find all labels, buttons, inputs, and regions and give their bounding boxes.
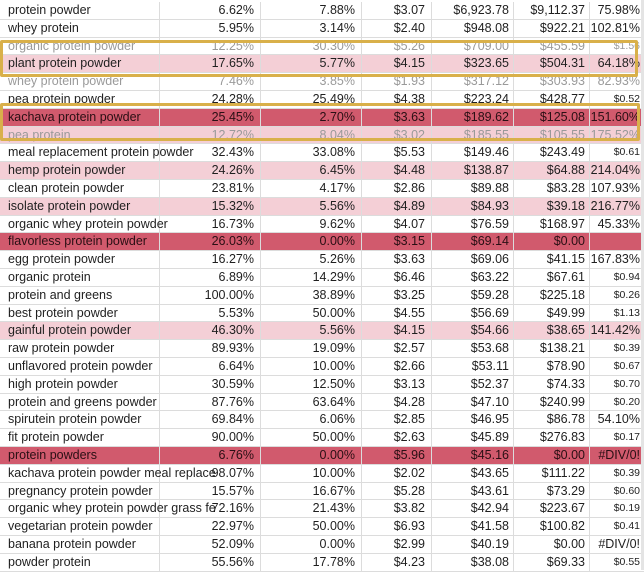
- pct1-cell[interactable]: 46.30%: [160, 322, 261, 339]
- ratio-cell[interactable]: $0.20: [613, 395, 640, 408]
- cpc-cell[interactable]: $3.02: [362, 127, 432, 144]
- ratio-cell[interactable]: #DIV/0!: [598, 536, 640, 551]
- keyword-cell[interactable]: organic protein: [0, 269, 160, 286]
- keyword-cell[interactable]: unflavored protein powder: [0, 358, 160, 375]
- pct2-cell[interactable]: 6.06%: [261, 411, 362, 428]
- value-cell[interactable]: $76.59: [432, 216, 514, 233]
- ratio-cell[interactable]: $0.41: [613, 520, 640, 533]
- table-row[interactable]: [0, 198, 644, 216]
- revenue-cell[interactable]: $504.31: [514, 55, 590, 72]
- ratio-cell[interactable]: 151.60%: [590, 109, 640, 124]
- revenue-cell[interactable]: $9,112.37: [514, 2, 590, 19]
- pct2-cell[interactable]: 38.89%: [261, 287, 362, 304]
- table-row[interactable]: [0, 162, 644, 180]
- cpc-cell[interactable]: $5.96: [362, 447, 432, 464]
- table-row[interactable]: [0, 358, 644, 376]
- revenue-cell[interactable]: $100.82: [514, 518, 590, 535]
- cpc-cell[interactable]: $2.40: [362, 20, 432, 37]
- cpc-cell[interactable]: $5.53: [362, 144, 432, 161]
- ratio-cell[interactable]: #DIV/0!: [598, 447, 640, 462]
- ratio-cell[interactable]: $0.94: [613, 270, 640, 283]
- cpc-cell[interactable]: $4.38: [362, 91, 432, 108]
- value-cell[interactable]: $40.19: [432, 536, 514, 553]
- cpc-cell[interactable]: $2.86: [362, 180, 432, 197]
- cpc-cell[interactable]: $2.63: [362, 429, 432, 446]
- keyword-cell[interactable]: pea protein: [0, 127, 160, 144]
- keyword-cell[interactable]: best protein powder: [0, 305, 160, 322]
- revenue-cell[interactable]: $455.59: [514, 38, 590, 55]
- pct1-cell[interactable]: 52.09%: [160, 536, 261, 553]
- value-cell[interactable]: $69.14: [432, 233, 514, 250]
- table-row[interactable]: [0, 73, 644, 91]
- pct2-cell[interactable]: 19.09%: [261, 340, 362, 357]
- cpc-cell[interactable]: $3.82: [362, 500, 432, 517]
- keyword-cell[interactable]: whey protein powder: [0, 73, 160, 90]
- cpc-cell[interactable]: $3.63: [362, 251, 432, 268]
- revenue-cell[interactable]: $64.88: [514, 162, 590, 179]
- ratio-cell[interactable]: $0.52: [613, 92, 640, 105]
- table-row[interactable]: [0, 483, 644, 501]
- table-row[interactable]: [0, 109, 644, 127]
- revenue-cell[interactable]: $428.77: [514, 91, 590, 108]
- value-cell[interactable]: $709.00: [432, 38, 514, 55]
- ratio-cell[interactable]: $0.60: [613, 484, 640, 497]
- value-cell[interactable]: $52.37: [432, 376, 514, 393]
- pct2-cell[interactable]: 3.85%: [261, 73, 362, 90]
- cpc-cell[interactable]: $2.02: [362, 465, 432, 482]
- table-row[interactable]: [0, 305, 644, 323]
- keyword-cell[interactable]: isolate protein powder: [0, 198, 160, 215]
- ratio-cell[interactable]: $1.56: [613, 39, 640, 52]
- table-row[interactable]: [0, 20, 644, 38]
- value-cell[interactable]: $323.65: [432, 55, 514, 72]
- ratio-cell[interactable]: $0.39: [613, 342, 640, 355]
- pct1-cell[interactable]: 24.28%: [160, 91, 261, 108]
- pct2-cell[interactable]: 4.17%: [261, 180, 362, 197]
- pct1-cell[interactable]: 12.72%: [160, 127, 261, 144]
- pct2-cell[interactable]: 0.00%: [261, 447, 362, 464]
- ratio-cell[interactable]: $0.55: [613, 555, 640, 568]
- revenue-cell[interactable]: $168.97: [514, 216, 590, 233]
- keyword-cell[interactable]: clean protein powder: [0, 180, 160, 197]
- keyword-cell[interactable]: vegetarian protein powder: [0, 518, 160, 535]
- ratio-cell[interactable]: 82.93%: [597, 74, 640, 89]
- pct1-cell[interactable]: 6.64%: [160, 358, 261, 375]
- pct1-cell[interactable]: 55.56%: [160, 554, 261, 571]
- pct2-cell[interactable]: 12.50%: [261, 376, 362, 393]
- cpc-cell[interactable]: $3.25: [362, 287, 432, 304]
- value-cell[interactable]: $138.87: [432, 162, 514, 179]
- cpc-cell[interactable]: $2.66: [362, 358, 432, 375]
- pct2-cell[interactable]: 5.56%: [261, 322, 362, 339]
- ratio-cell[interactable]: 54.10%: [597, 412, 640, 427]
- keyword-cell[interactable]: meal replacement protein powder: [0, 144, 160, 161]
- value-cell[interactable]: $948.08: [432, 20, 514, 37]
- value-cell[interactable]: $46.95: [432, 411, 514, 428]
- value-cell[interactable]: $189.62: [432, 109, 514, 126]
- revenue-cell[interactable]: $922.21: [514, 20, 590, 37]
- pct2-cell[interactable]: 5.26%: [261, 251, 362, 268]
- keyword-cell[interactable]: organic whey protein powder: [0, 216, 160, 233]
- pct1-cell[interactable]: 6.89%: [160, 269, 261, 286]
- value-cell[interactable]: $69.06: [432, 251, 514, 268]
- revenue-cell[interactable]: $105.55: [514, 127, 590, 144]
- pct2-cell[interactable]: 6.45%: [261, 162, 362, 179]
- ratio-cell[interactable]: $0.70: [613, 377, 640, 390]
- table-row[interactable]: [0, 500, 644, 518]
- pct1-cell[interactable]: 5.95%: [160, 20, 261, 37]
- cpc-cell[interactable]: $3.15: [362, 233, 432, 250]
- pct2-cell[interactable]: 50.00%: [261, 429, 362, 446]
- pct1-cell[interactable]: 98.07%: [160, 465, 261, 482]
- cpc-cell[interactable]: $1.93: [362, 73, 432, 90]
- cpc-cell[interactable]: $4.15: [362, 55, 432, 72]
- cpc-cell[interactable]: $4.28: [362, 394, 432, 411]
- revenue-cell[interactable]: $0.00: [514, 536, 590, 553]
- pct1-cell[interactable]: 22.97%: [160, 518, 261, 535]
- pct2-cell[interactable]: 2.70%: [261, 109, 362, 126]
- keyword-cell[interactable]: kachava protein powder: [0, 109, 160, 126]
- revenue-cell[interactable]: $303.93: [514, 73, 590, 90]
- value-cell[interactable]: $42.94: [432, 500, 514, 517]
- table-row[interactable]: [0, 180, 644, 198]
- value-cell[interactable]: $317.12: [432, 73, 514, 90]
- pct2-cell[interactable]: 50.00%: [261, 305, 362, 322]
- ratio-cell[interactable]: 75.98%: [597, 3, 640, 17]
- cpc-cell[interactable]: $3.07: [362, 2, 432, 19]
- pct1-cell[interactable]: 24.26%: [160, 162, 261, 179]
- value-cell[interactable]: $43.65: [432, 465, 514, 482]
- table-row[interactable]: [0, 287, 644, 305]
- value-cell[interactable]: $45.89: [432, 429, 514, 446]
- keyword-cell[interactable]: hemp protein powder: [0, 162, 160, 179]
- pct1-cell[interactable]: 16.27%: [160, 251, 261, 268]
- value-cell[interactable]: $84.93: [432, 198, 514, 215]
- keyword-cell[interactable]: whey protein: [0, 20, 160, 37]
- value-cell[interactable]: $149.46: [432, 144, 514, 161]
- cpc-cell[interactable]: $6.46: [362, 269, 432, 286]
- table-row[interactable]: [0, 216, 644, 234]
- ratio-cell[interactable]: 175.52%: [590, 127, 640, 142]
- table-row[interactable]: [0, 447, 644, 465]
- ratio-cell[interactable]: $1.13: [613, 306, 640, 319]
- value-cell[interactable]: $53.68: [432, 340, 514, 357]
- pct1-cell[interactable]: 69.84%: [160, 411, 261, 428]
- pct1-cell[interactable]: 12.25%: [160, 38, 261, 55]
- keyword-cell[interactable]: kachava protein powder meal replace: [0, 465, 160, 482]
- revenue-cell[interactable]: $41.15: [514, 251, 590, 268]
- cpc-cell[interactable]: $3.63: [362, 109, 432, 126]
- keyword-cell[interactable]: organic whey protein powder grass fe: [0, 500, 160, 517]
- cpc-cell[interactable]: $2.99: [362, 536, 432, 553]
- keyword-cell[interactable]: high protein powder: [0, 376, 160, 393]
- revenue-cell[interactable]: $243.49: [514, 144, 590, 161]
- revenue-cell[interactable]: $69.33: [514, 554, 590, 571]
- pct1-cell[interactable]: 32.43%: [160, 144, 261, 161]
- ratio-cell[interactable]: 141.42%: [590, 323, 640, 338]
- pct2-cell[interactable]: 0.00%: [261, 536, 362, 553]
- ratio-cell[interactable]: $0.61: [613, 146, 640, 159]
- revenue-cell[interactable]: $225.18: [514, 287, 590, 304]
- table-row[interactable]: [0, 233, 644, 251]
- pct2-cell[interactable]: 16.67%: [261, 483, 362, 500]
- table-row[interactable]: [0, 91, 644, 109]
- pct1-cell[interactable]: 30.59%: [160, 376, 261, 393]
- pct1-cell[interactable]: 6.76%: [160, 447, 261, 464]
- pct1-cell[interactable]: 5.53%: [160, 305, 261, 322]
- table-row[interactable]: [0, 269, 644, 287]
- pct1-cell[interactable]: 23.81%: [160, 180, 261, 197]
- table-row[interactable]: [0, 465, 644, 483]
- revenue-cell[interactable]: $0.00: [514, 447, 590, 464]
- value-cell[interactable]: $53.11: [432, 358, 514, 375]
- cpc-cell[interactable]: $2.85: [362, 411, 432, 428]
- ratio-cell[interactable]: 45.33%: [597, 216, 640, 231]
- revenue-cell[interactable]: $86.78: [514, 411, 590, 428]
- table-row[interactable]: [0, 411, 644, 429]
- keyword-cell[interactable]: protein powders: [0, 447, 160, 464]
- cpc-cell[interactable]: $5.28: [362, 483, 432, 500]
- cpc-cell[interactable]: $2.57: [362, 340, 432, 357]
- cpc-cell[interactable]: $4.89: [362, 198, 432, 215]
- ratio-cell[interactable]: 216.77%: [590, 198, 640, 213]
- table-row[interactable]: [0, 2, 644, 20]
- pct2-cell[interactable]: 10.00%: [261, 465, 362, 482]
- pct2-cell[interactable]: 8.04%: [261, 127, 362, 144]
- revenue-cell[interactable]: $125.08: [514, 109, 590, 126]
- revenue-cell[interactable]: $67.61: [514, 269, 590, 286]
- keyword-cell[interactable]: protein and greens: [0, 287, 160, 304]
- revenue-cell[interactable]: $0.00: [514, 233, 590, 250]
- table-row[interactable]: [0, 340, 644, 358]
- table-row[interactable]: [0, 55, 644, 73]
- ratio-cell[interactable]: 102.81%: [590, 20, 640, 35]
- pct1-cell[interactable]: 72.16%: [160, 500, 261, 517]
- value-cell[interactable]: $223.24: [432, 91, 514, 108]
- value-cell[interactable]: $89.88: [432, 180, 514, 197]
- cpc-cell[interactable]: $4.15: [362, 322, 432, 339]
- value-cell[interactable]: $43.61: [432, 483, 514, 500]
- value-cell[interactable]: $47.10: [432, 394, 514, 411]
- table-row[interactable]: [0, 251, 644, 269]
- keyword-cell[interactable]: flavorless protein powder: [0, 233, 160, 250]
- value-cell[interactable]: $56.69: [432, 305, 514, 322]
- pct1-cell[interactable]: 15.57%: [160, 483, 261, 500]
- value-cell[interactable]: $63.22: [432, 269, 514, 286]
- keyword-cell[interactable]: raw protein powder: [0, 340, 160, 357]
- pct2-cell[interactable]: 5.77%: [261, 55, 362, 72]
- ratio-cell[interactable]: 167.83%: [590, 252, 640, 267]
- table-row[interactable]: [0, 38, 644, 56]
- value-cell[interactable]: $59.28: [432, 287, 514, 304]
- ratio-cell[interactable]: $0.67: [613, 359, 640, 372]
- ratio-cell[interactable]: [590, 233, 644, 250]
- pct1-cell[interactable]: 100.00%: [160, 287, 261, 304]
- cpc-cell[interactable]: $4.55: [362, 305, 432, 322]
- pct2-cell[interactable]: 30.30%: [261, 38, 362, 55]
- pct2-cell[interactable]: 5.56%: [261, 198, 362, 215]
- keyword-cell[interactable]: powder protein: [0, 554, 160, 571]
- pct2-cell[interactable]: 3.14%: [261, 20, 362, 37]
- pct2-cell[interactable]: 14.29%: [261, 269, 362, 286]
- pct2-cell[interactable]: 9.62%: [261, 216, 362, 233]
- pct1-cell[interactable]: 17.65%: [160, 55, 261, 72]
- table-row[interactable]: [0, 394, 644, 412]
- keyword-cell[interactable]: organic protein powder: [0, 38, 160, 55]
- keyword-cell[interactable]: plant protein powder: [0, 55, 160, 72]
- table-row[interactable]: [0, 322, 644, 340]
- pct2-cell[interactable]: 10.00%: [261, 358, 362, 375]
- table-row[interactable]: [0, 429, 644, 447]
- revenue-cell[interactable]: $39.18: [514, 198, 590, 215]
- pct2-cell[interactable]: 33.08%: [261, 144, 362, 161]
- value-cell[interactable]: $6,923.78: [432, 2, 514, 19]
- cpc-cell[interactable]: $4.23: [362, 554, 432, 571]
- revenue-cell[interactable]: $38.65: [514, 322, 590, 339]
- revenue-cell[interactable]: $240.99: [514, 394, 590, 411]
- pct2-cell[interactable]: 7.88%: [261, 2, 362, 19]
- table-row[interactable]: [0, 554, 644, 572]
- pct2-cell[interactable]: 17.78%: [261, 554, 362, 571]
- pct1-cell[interactable]: 87.76%: [160, 394, 261, 411]
- keyword-cell[interactable]: gainful protein powder: [0, 322, 160, 339]
- pct1-cell[interactable]: 89.93%: [160, 340, 261, 357]
- cpc-cell[interactable]: $4.07: [362, 216, 432, 233]
- cpc-cell[interactable]: $4.48: [362, 162, 432, 179]
- pct1-cell[interactable]: 26.03%: [160, 233, 261, 250]
- pct1-cell[interactable]: 90.00%: [160, 429, 261, 446]
- keyword-cell[interactable]: spirutein protein powder: [0, 411, 160, 428]
- ratio-cell[interactable]: 107.93%: [590, 180, 640, 195]
- pct1-cell[interactable]: 16.73%: [160, 216, 261, 233]
- ratio-cell[interactable]: $0.19: [613, 502, 640, 515]
- pct2-cell[interactable]: 25.49%: [261, 91, 362, 108]
- table-row[interactable]: [0, 536, 644, 554]
- revenue-cell[interactable]: $83.28: [514, 180, 590, 197]
- revenue-cell[interactable]: $74.33: [514, 376, 590, 393]
- pct1-cell[interactable]: 15.32%: [160, 198, 261, 215]
- pct1-cell[interactable]: 7.46%: [160, 73, 261, 90]
- revenue-cell[interactable]: $138.21: [514, 340, 590, 357]
- ratio-cell[interactable]: $0.39: [613, 466, 640, 479]
- keyword-cell[interactable]: protein powder: [0, 2, 160, 19]
- ratio-cell[interactable]: $0.26: [613, 288, 640, 301]
- value-cell[interactable]: $54.66: [432, 322, 514, 339]
- keyword-cell[interactable]: fit protein powder: [0, 429, 160, 446]
- revenue-cell[interactable]: $73.29: [514, 483, 590, 500]
- pct1-cell[interactable]: 6.62%: [160, 2, 261, 19]
- keyword-cell[interactable]: pregnancy protein powder: [0, 483, 160, 500]
- value-cell[interactable]: $45.16: [432, 447, 514, 464]
- ratio-cell[interactable]: 214.04%: [590, 163, 640, 178]
- value-cell[interactable]: $41.58: [432, 518, 514, 535]
- cpc-cell[interactable]: $5.26: [362, 38, 432, 55]
- spreadsheet-grid[interactable]: [0, 2, 644, 572]
- revenue-cell[interactable]: $223.67: [514, 500, 590, 517]
- table-row[interactable]: [0, 376, 644, 394]
- pct2-cell[interactable]: 50.00%: [261, 518, 362, 535]
- keyword-cell[interactable]: egg protein powder: [0, 251, 160, 268]
- revenue-cell[interactable]: $78.90: [514, 358, 590, 375]
- keyword-cell[interactable]: banana protein powder: [0, 536, 160, 553]
- pct2-cell[interactable]: 63.64%: [261, 394, 362, 411]
- ratio-cell[interactable]: $0.17: [613, 431, 640, 444]
- revenue-cell[interactable]: $276.83: [514, 429, 590, 446]
- pct1-cell[interactable]: 25.45%: [160, 109, 261, 126]
- pct2-cell[interactable]: 21.43%: [261, 500, 362, 517]
- revenue-cell[interactable]: $111.22: [514, 465, 590, 482]
- table-row[interactable]: [0, 144, 644, 162]
- value-cell[interactable]: $38.08: [432, 554, 514, 571]
- revenue-cell[interactable]: $49.99: [514, 305, 590, 322]
- table-row[interactable]: [0, 127, 644, 145]
- cpc-cell[interactable]: $3.13: [362, 376, 432, 393]
- keyword-cell[interactable]: pea protein powder: [0, 91, 160, 108]
- pct2-cell[interactable]: 0.00%: [261, 233, 362, 250]
- table-row[interactable]: [0, 518, 644, 536]
- value-cell[interactable]: $185.55: [432, 127, 514, 144]
- cpc-cell[interactable]: $6.93: [362, 518, 432, 535]
- keyword-cell[interactable]: protein and greens powder: [0, 394, 160, 411]
- ratio-cell[interactable]: 64.18%: [597, 56, 640, 71]
